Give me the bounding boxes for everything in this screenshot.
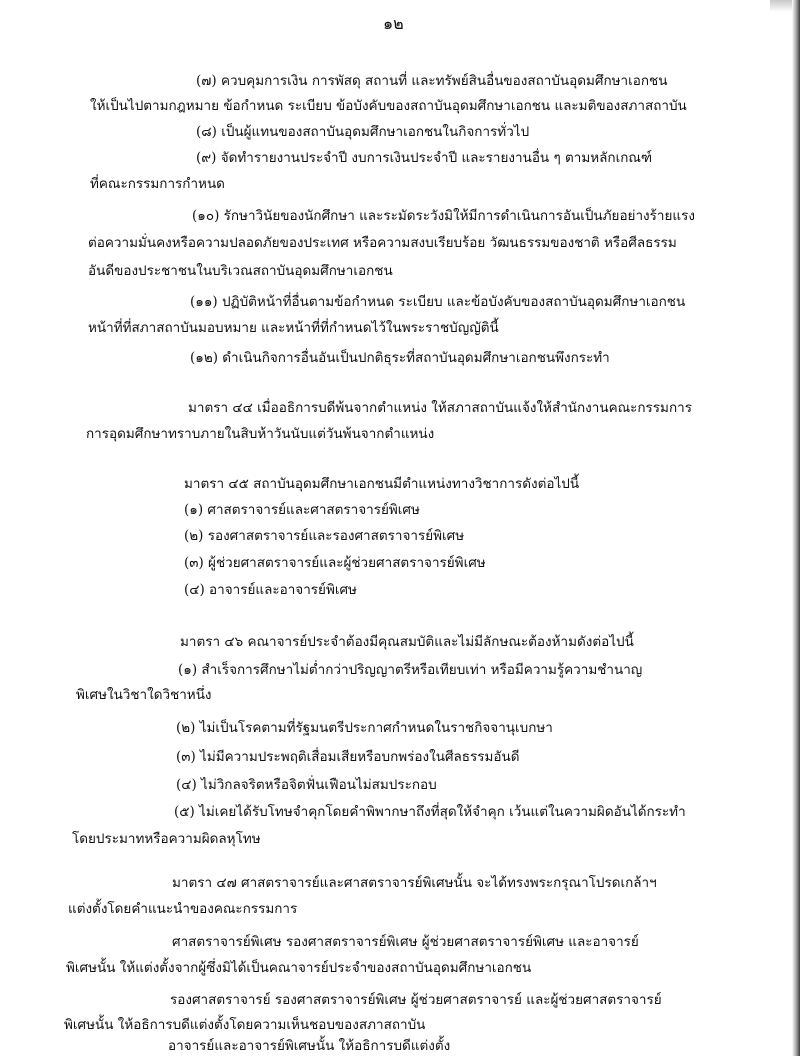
scan-edge-shadow [792, 0, 800, 1056]
section-47-para-3-line-2: พิเศษนั้น ให้อธิการบดีแต่งตั้งโดยความเห็นชอบของสภาสถาบัน [64, 1017, 426, 1033]
section-45-item-3: (๓) ผู้ช่วยศาสตราจารย์และผู้ช่วยศาสตราจารย์พิเศษ [184, 555, 486, 571]
clause-10-line-2: ต่อความมั่นคงหรือความปลอดภัยของประเทศ หรือความสงบเรียบร้อย วัฒนธรรมของชาติ หรือศีลธรรม [88, 235, 677, 251]
section-46-item-5-line-1: (๕) ไม่เคยได้รับโทษจำคุกโดยคำพิพากษาถึงที่สุดให้จำคุก เว้นแต่ในความผิดอันได้กระทำ [174, 804, 686, 820]
section-46-item-1-line-2: พิเศษในวิชาใดวิชาหนึ่ง [76, 687, 212, 703]
section-47-line-2: แต่งตั้งโดยคำแนะนำของคณะกรรมการ [68, 901, 298, 917]
section-44-line-2: การอุดมศึกษาทราบภายในสิบห้าวันนับแต่วันพ้นจากตำแหน่ง [86, 426, 435, 442]
section-47-para-2-line-2: พิเศษนั้น ให้แต่งตั้งจากผู้ซึ่งมิได้เป็นคณาจารย์ประจำของสถาบันอุดมศึกษาเอกชน [66, 960, 532, 976]
section-45-heading: มาตรา ๔๕ สถาบันอุดมศึกษาเอกชนมีตำแหน่งทางวิชาการดังต่อไปนี้ [184, 476, 580, 492]
section-46-item-1-line-1: (๑) สำเร็จการศึกษาไม่ต่ำกว่าปริญญาตรีหรือเทียบเท่า หรือมีความรู้ความชำนาญ [178, 662, 643, 678]
clause-9-line-2: ที่คณะกรรมการกำหนด [90, 176, 225, 192]
clause-8: (๘) เป็นผู้แทนของสถาบันอุดมศึกษาเอกชนในกิจการทั่วไป [196, 124, 530, 140]
clause-9-line-1: (๙) จัดทำรายงานประจำปี งบการเงินประจำปี และรายงานอื่น ๆ ตามหลักเกณฑ์ [196, 150, 653, 166]
clause-10-line-3: อันดีของประชาชนในบริเวณสถาบันอุดมศึกษาเอกชน [88, 263, 393, 279]
section-46-item-3: (๓) ไม่มีความประพฤติเสื่อมเสียหรือบกพร่องในศีลธรรมอันดี [176, 749, 520, 765]
section-44-line-1: มาตรา ๔๔ เมื่ออธิการบดีพ้นจากตำแหน่ง ให้สภาสถาบันแจ้งให้สำนักงานคณะกรรมการ [188, 400, 692, 416]
section-47-para-4-line-1: อาจารย์และอาจารย์พิเศษนั้น ให้อธิการบดีแต่งตั้ง [168, 1038, 451, 1054]
clause-11-line-1: (๑๑) ปฏิบัติหน้าที่อื่นตามข้อกำหนด ระเบียบ และข้อบังคับของสถาบันอุดมศึกษาเอกชน [190, 294, 686, 310]
section-47-para-2-line-1: ศาสตราจารย์พิเศษ รองศาสตราจารย์พิเศษ ผู้ช่วยศาสตราจารย์พิเศษ และอาจารย์ [172, 934, 639, 950]
clause-11-line-2: หน้าที่ที่สภาสถาบันมอบหมาย และหน้าที่ที่กำหนดไว้ในพระราชบัญญัตินี้ [88, 320, 499, 336]
clause-7-line-1: (๗) ควบคุมการเงิน การพัสดุ สถานที่ และทรัพย์สินอื่นของสถาบันอุดมศึกษาเอกชน [196, 73, 668, 89]
section-47-line-1: มาตรา ๔๗ ศาสตราจารย์และศาสตราจารย์พิเศษนั้น จะได้ทรงพระกรุณาโปรดเกล้าฯ [172, 875, 657, 891]
section-46-item-4: (๔) ไม่วิกลจริตหรือจิตฟั่นเฟือนไม่สมประกอบ [176, 777, 437, 793]
section-47-para-3-line-1: รองศาสตราจารย์ รองศาสตราจารย์พิเศษ ผู้ช่วยศาสตราจารย์ และผู้ช่วยศาสตราจารย์ [170, 992, 662, 1008]
clause-10-line-1: (๑๐) รักษาวินัยของนักศึกษา และระมัดระวังมิให้มีการดำเนินการอันเป็นภัยอย่างร้ายแรง [192, 208, 695, 224]
clause-7-line-2: ให้เป็นไปตามกฎหมาย ข้อกำหนด ระเบียบ ข้อบังคับของสถาบันอุดมศึกษาเอกชน และมติของสภาสถาบัน [90, 98, 687, 114]
section-46-item-2: (๒) ไม่เป็นโรคตามที่รัฐมนตรีประกาศกำหนดในราชกิจจานุเบกษา [176, 720, 553, 736]
section-45-item-4: (๔) อาจารย์และอาจารย์พิเศษ [184, 582, 357, 598]
section-46-item-5-line-2: โดยประมาทหรือความผิดลหุโทษ [72, 831, 261, 847]
section-46-heading: มาตรา ๔๖ คณาจารย์ประจำต้องมีคุณสมบัติและไม่มีลักษณะต้องห้ามดังต่อไปนี้ [180, 634, 634, 650]
section-45-item-2: (๒) รองศาสตราจารย์และรองศาสตราจารย์พิเศษ [184, 528, 465, 544]
clause-12: (๑๒) ดำเนินกิจการอื่นอันเป็นปกติธุระที่สถาบันอุดมศึกษาเอกชนพึงกระทำ [190, 350, 610, 366]
page-number: ๑๒ [383, 14, 404, 33]
section-45-item-1: (๑) ศาสตราจารย์และศาสตราจารย์พิเศษ [184, 502, 420, 518]
